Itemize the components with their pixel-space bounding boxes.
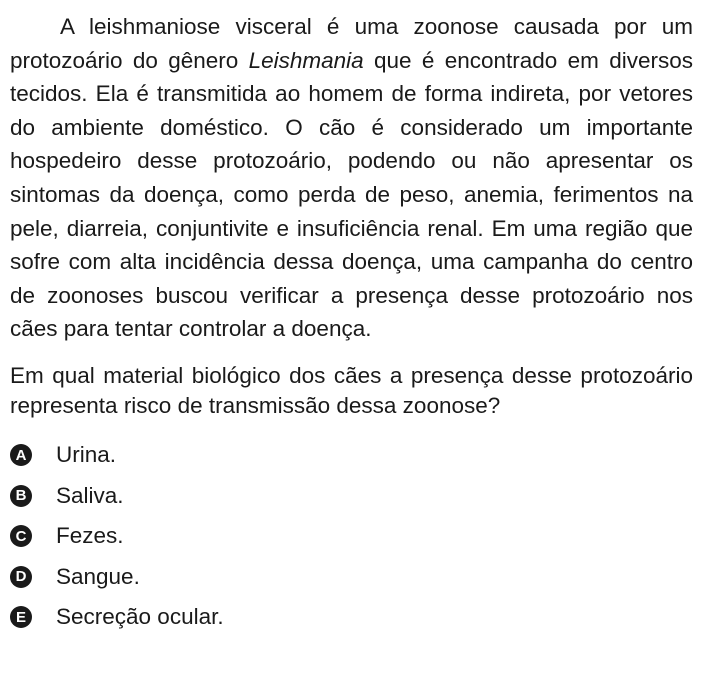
option-e-letter-badge: E [10,606,32,628]
answer-options [10,435,693,638]
passage-text-start: A leishmaniose visceral é uma zoonose causada por um protozoário do gênero [10,14,693,73]
passage-text-end: que é encontrado em diversos tecidos. Ela é transmitida ao homem de forma indireta, por vetores do ambiente doméstico. O cão é considerado um importante hospedeiro desse protozoário, podendo ou não apresentar os sintomas da doença, como perda de peso, anemia, ferimentos na pele, diarreia, conjuntivite e insuficiência renal. Em uma região que sofre com alta incidência dessa doença, uma campanha do centro de zoonoses buscou verificar a presença desse protozoário nos cães para tentar controlar a doença. [10,47,693,342]
question-text: Em qual material biológico dos cães a presença desse protozoário representa risco de transmissão dessa zoonose? [10,362,693,418]
option-a-text: Urina. [56,442,117,468]
option-b-text: Saliva. [56,482,124,508]
option-d-text: Sangue. [56,563,140,589]
genus-name: Leishmania [248,47,364,73]
option-c-text: Fezes. [56,523,124,549]
passage-text [10,10,693,346]
option-a[interactable] [10,435,693,476]
option-b[interactable] [10,475,693,516]
option-d-letter-badge: D [10,566,32,588]
option-e[interactable] [10,597,693,638]
option-c[interactable] [10,516,693,557]
option-b-letter-badge: B [10,485,32,507]
option-a-letter-badge: A [10,444,32,466]
option-c-letter-badge: C [10,525,32,547]
option-d[interactable] [10,556,693,597]
option-e-text: Secreção ocular. [56,604,224,630]
